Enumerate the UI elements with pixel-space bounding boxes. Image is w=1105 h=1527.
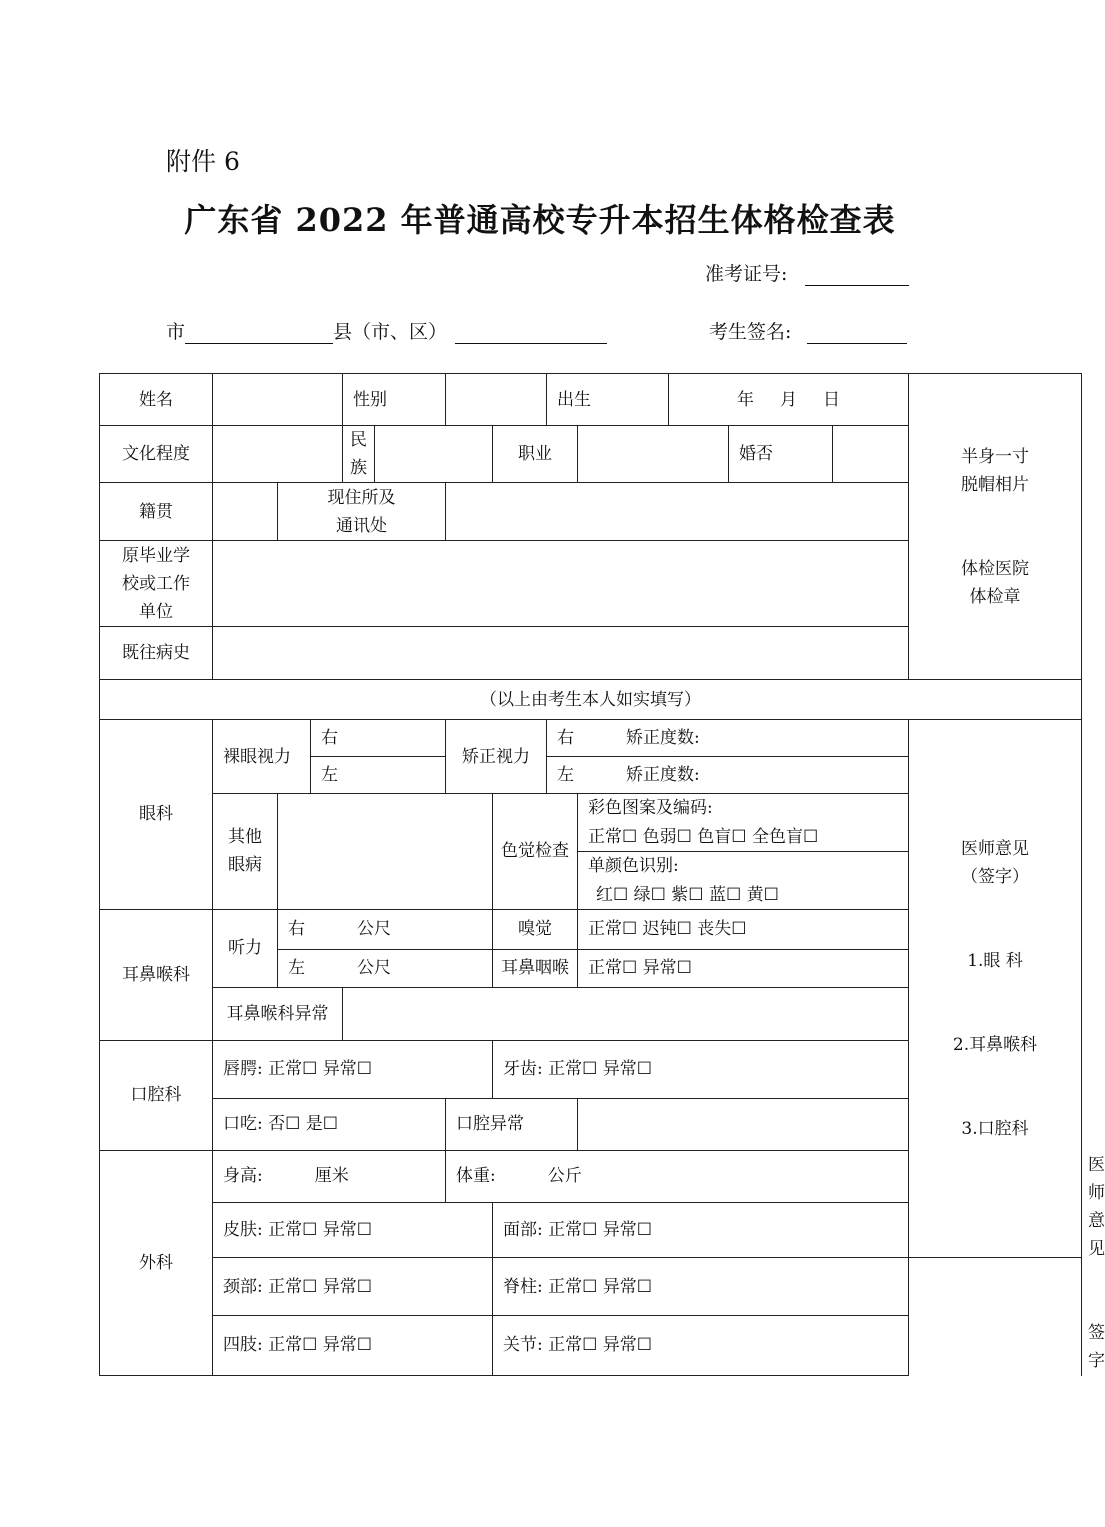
hearing-right-unit: 公尺 xyxy=(357,919,391,939)
lips-options[interactable]: 唇腭: 正常☐ 异常☐ xyxy=(213,1040,493,1098)
name-field[interactable] xyxy=(213,374,343,426)
birth-label: 出生 xyxy=(547,374,669,426)
married-field[interactable] xyxy=(833,426,909,483)
exam-no-row xyxy=(705,262,909,286)
doctor-opinion-label: 医师意见 xyxy=(961,838,1030,859)
county-label: 县（市、区） xyxy=(333,321,448,343)
stamp-text-2: 体检章 xyxy=(969,586,1021,607)
school-label-2: 校或工作 xyxy=(122,573,190,594)
name-label: 姓名 xyxy=(100,374,213,426)
address-label-2: 通讯处 xyxy=(336,515,387,536)
doctor-sign-paren: （签字） xyxy=(961,866,1030,887)
exam-no-field[interactable] xyxy=(805,265,909,286)
school-label xyxy=(100,541,213,627)
neck-options[interactable]: 颈部: 正常☐ 异常☐ xyxy=(213,1258,493,1316)
other-eye-label xyxy=(213,794,278,910)
oral-abnormal-label: 口腔异常 xyxy=(446,1098,578,1150)
photo-area xyxy=(909,374,1082,680)
hearing-left-unit: 公尺 xyxy=(357,958,391,978)
row-name xyxy=(100,374,1082,426)
single-color-label: 单颜色识别: xyxy=(578,852,1082,881)
row-note xyxy=(100,680,1082,720)
city-field[interactable] xyxy=(185,323,333,344)
school-label-1: 原毕业学 xyxy=(122,545,190,566)
row-height-weight: 外科 身高: 厘米 体重: 公斤 医师意见 签字 xyxy=(100,1150,1082,1203)
naked-right-field[interactable]: 右 xyxy=(311,720,446,757)
hearing-label: 听力 xyxy=(213,909,278,987)
height-field[interactable] xyxy=(213,1150,446,1203)
ent-section-label: 耳鼻喉科 xyxy=(100,909,213,1040)
married-label: 婚否 xyxy=(729,426,833,483)
other-eye-label-2: 眼病 xyxy=(228,855,262,876)
correction-degree-right: 矫正度数: xyxy=(626,728,700,748)
city-label: 市 xyxy=(166,321,186,343)
doctor-eye-label: 1.眼 科 xyxy=(967,950,1023,971)
location-row xyxy=(166,320,607,344)
corrected-right-label: 右 xyxy=(557,728,575,748)
row-color-pattern-a xyxy=(100,794,1082,823)
naked-left-field[interactable]: 左 xyxy=(311,757,446,794)
county-field[interactable] xyxy=(455,323,607,344)
self-fill-note: （以上由考生本人如实填写） xyxy=(100,680,1082,720)
row-limbs-joints xyxy=(100,1316,1082,1375)
gender-field[interactable] xyxy=(446,374,547,426)
row-hearing-right xyxy=(100,909,1082,949)
ent-throat-options[interactable]: 正常☐ 异常☐ xyxy=(578,949,1082,987)
smell-label: 嗅觉 xyxy=(493,909,578,949)
school-label-3: 单位 xyxy=(139,601,173,622)
surgery-section-label: 外科 xyxy=(100,1150,213,1375)
skin-options[interactable]: 皮肤: 正常☐ 异常☐ xyxy=(213,1203,493,1258)
education-label: 文化程度 xyxy=(100,426,213,483)
signature-field[interactable] xyxy=(807,323,907,344)
exam-no-label: 准考证号: xyxy=(705,263,788,285)
corrected-right-field[interactable] xyxy=(547,720,909,757)
address-label-1: 现住所及 xyxy=(327,487,396,508)
corrected-left-field[interactable] xyxy=(547,757,909,794)
joints-options[interactable]: 关节: 正常☐ 异常☐ xyxy=(493,1316,909,1375)
height-label: 身高: xyxy=(223,1166,263,1187)
doctor-oral-label: 3.口腔科 xyxy=(961,1118,1029,1139)
address-label xyxy=(278,483,446,541)
limbs-options[interactable]: 四肢: 正常☐ 异常☐ xyxy=(213,1316,493,1375)
row-neck-spine xyxy=(100,1258,1082,1316)
occupation-label: 职业 xyxy=(493,426,578,483)
other-eye-label-1: 其他 xyxy=(228,827,262,848)
ent-abnormal-label: 耳鼻喉科异常 xyxy=(213,987,343,1040)
face-options[interactable]: 面部: 正常☐ 异常☐ xyxy=(493,1203,909,1258)
stutter-options[interactable]: 口吃: 否☐ 是☐ xyxy=(213,1098,446,1150)
year-label: 年 xyxy=(737,389,755,410)
ethnicity-label: 民族 xyxy=(343,426,375,483)
ent-throat-label: 耳鼻咽喉 xyxy=(493,949,578,987)
native-place-label: 籍贯 xyxy=(100,483,213,541)
ent-abnormal-field[interactable] xyxy=(343,987,909,1040)
hearing-right-label: 右 xyxy=(288,919,305,939)
photo-text-1: 半身一寸 xyxy=(961,446,1030,467)
birth-date-field[interactable] xyxy=(669,374,909,426)
day-label: 日 xyxy=(823,389,841,410)
teeth-options[interactable]: 牙齿: 正常☐ 异常☐ xyxy=(493,1040,909,1098)
hearing-left-field[interactable] xyxy=(278,949,493,987)
doctor-ent-label: 2.耳鼻喉科 xyxy=(952,1034,1038,1055)
other-eye-field[interactable] xyxy=(278,794,493,910)
weight-unit: 公斤 xyxy=(547,1166,582,1187)
spine-options[interactable]: 脊柱: 正常☐ 异常☐ xyxy=(493,1258,909,1316)
signature-row xyxy=(709,320,907,344)
hearing-right-field[interactable] xyxy=(278,909,493,949)
corrected-left-label: 左 xyxy=(557,765,575,785)
weight-field[interactable] xyxy=(446,1150,909,1203)
exam-table xyxy=(99,373,1105,1376)
native-place-field[interactable] xyxy=(213,483,278,541)
color-pattern-options[interactable]: 正常☐ 色弱☐ 色盲☐ 全色盲☐ xyxy=(578,823,1082,852)
eye-section-label: 眼科 xyxy=(100,720,213,910)
signature-label: 考生签名: xyxy=(709,321,792,343)
address-field[interactable] xyxy=(446,483,909,541)
smell-options[interactable]: 正常☐ 迟钝☐ 丧失☐ xyxy=(578,909,1082,949)
height-unit: 厘米 xyxy=(314,1166,349,1187)
stamp-text-1: 体检医院 xyxy=(961,558,1030,579)
oral-section-label: 口腔科 xyxy=(100,1040,213,1150)
hearing-left-label: 左 xyxy=(288,958,305,978)
weight-label: 体重: xyxy=(456,1166,496,1187)
attachment-label: 附件 6 xyxy=(166,147,240,176)
occupation-field[interactable] xyxy=(578,426,729,483)
corrected-vision-label: 矫正视力 xyxy=(446,720,547,794)
single-color-options[interactable]: 红☐ 绿☐ 紫☐ 蓝☐ 黄☐ xyxy=(578,881,1082,910)
photo-text-2: 脱帽相片 xyxy=(961,474,1030,495)
row-vision-right xyxy=(100,720,1082,757)
form-title: 广东省 2022 年普通高校专升本招生体格检查表 xyxy=(184,201,896,239)
history-field[interactable] xyxy=(213,627,909,680)
education-field[interactable] xyxy=(213,426,343,483)
correction-degree-left: 矫正度数: xyxy=(626,765,700,785)
school-field[interactable] xyxy=(213,541,909,627)
color-check-label: 色觉检查 xyxy=(493,794,578,910)
naked-vision-label: 裸眼视力 xyxy=(213,720,311,794)
history-label: 既往病史 xyxy=(100,627,213,680)
month-label: 月 xyxy=(780,389,798,410)
color-pattern-label: 彩色图案及编码: xyxy=(578,794,1082,823)
ethnicity-field[interactable] xyxy=(375,426,493,483)
gender-label: 性别 xyxy=(343,374,446,426)
oral-abnormal-field[interactable] xyxy=(578,1098,909,1150)
